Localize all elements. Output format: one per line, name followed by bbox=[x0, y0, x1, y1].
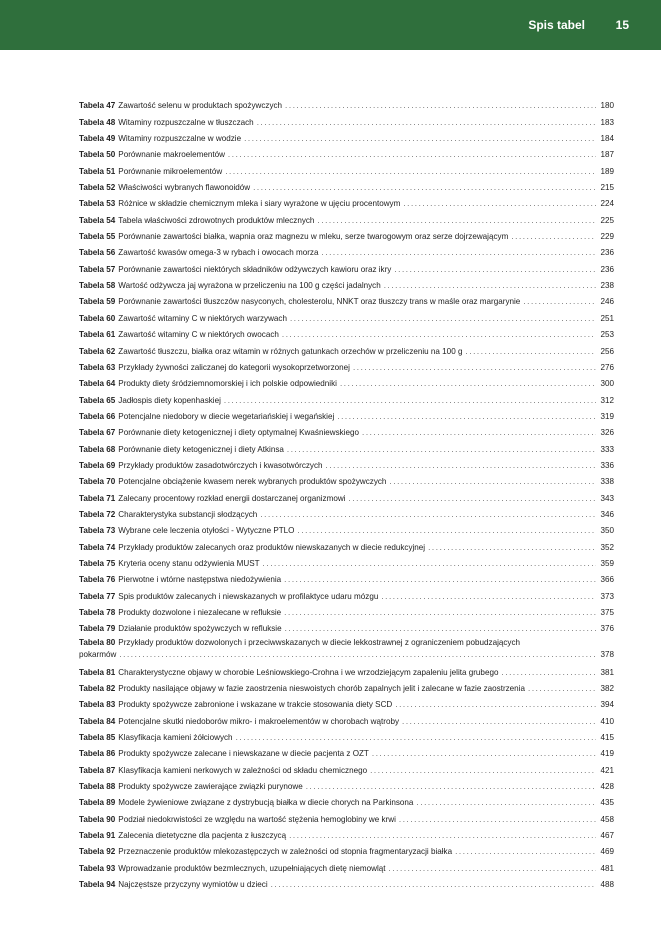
page-number: 435 bbox=[600, 798, 614, 808]
table-title: Produkty diety śródziemnomorskiej i ich polskie odpowiedniki bbox=[118, 379, 337, 389]
table-title: Klasyfikacja kamieni żółciowych bbox=[118, 733, 233, 743]
toc-entry[interactable] bbox=[79, 602, 614, 618]
table-title: Produkty nasilające objawy w fazie zaostrzenia nieswoistych chorób zapalnych jelit i zalecane w fazie zaostrzenia bbox=[118, 684, 525, 694]
table-label: Tabela 80 bbox=[79, 638, 116, 648]
table-label: Tabela 79 bbox=[79, 624, 116, 634]
table-label: Tabela 78 bbox=[79, 608, 116, 617]
page-number: 256 bbox=[600, 346, 614, 356]
table-label: Tabela 67 bbox=[79, 428, 116, 438]
table-label: Tabela 69 bbox=[79, 460, 116, 470]
dot-leader bbox=[271, 880, 596, 890]
table-title: Porównanie zawartości tłuszczów nasyconych, cholesterolu, NNKT oraz tłuszczy trans w maśle oraz margarynie bbox=[118, 297, 521, 307]
page-number: 215 bbox=[600, 183, 614, 193]
dot-leader bbox=[384, 281, 596, 291]
dot-leader bbox=[321, 248, 596, 258]
table-label: Tabela 59 bbox=[79, 297, 116, 307]
table-of-contents-list bbox=[79, 95, 614, 890]
page-number: 410 bbox=[600, 716, 614, 726]
table-label: Tabela 74 bbox=[79, 542, 116, 552]
toc-entry[interactable] bbox=[79, 678, 614, 694]
toc-entry[interactable] bbox=[79, 776, 614, 792]
table-title: Porównanie zawartości białka, wapnia oraz magnezu w mleku, serze twarogowym oraz serze dojrzewającym bbox=[118, 232, 509, 242]
table-title: Klasyfikacja kamieni nerkowych w zależności od składu chemicznego bbox=[118, 765, 368, 775]
page-number: 376 bbox=[600, 624, 614, 634]
table-title: Różnice w składzie chemicznym mleka i siary wyrażone w ujęciu procentowym bbox=[118, 199, 401, 209]
toc-entry[interactable] bbox=[79, 144, 614, 160]
dot-leader bbox=[348, 494, 596, 504]
toc-entry[interactable] bbox=[79, 504, 614, 520]
table-title: Porównanie diety ketogenicznej i diety optymalnej Kwaśniewskiego bbox=[118, 428, 359, 438]
table-label: Tabela 87 bbox=[79, 765, 116, 775]
table-label: Tabela 71 bbox=[79, 493, 116, 503]
table-label: Tabela 73 bbox=[79, 526, 116, 536]
table-label: Tabela 81 bbox=[79, 667, 116, 677]
table-title: Zalecenia dietetyczne dla pacjenta z łuszczycą bbox=[118, 831, 287, 841]
table-label: Tabela 63 bbox=[79, 362, 116, 372]
dot-leader bbox=[297, 526, 596, 536]
table-title: Pierwotne i wtórne następstwa niedożywienia bbox=[118, 575, 282, 585]
page-number: 481 bbox=[600, 863, 614, 873]
dot-leader bbox=[284, 575, 596, 585]
page-number: 236 bbox=[600, 248, 614, 258]
table-label: Tabela 66 bbox=[79, 411, 116, 421]
table-title: Zalecany procentowy rozkład energii dostarczanej organizmowi bbox=[118, 493, 346, 503]
dot-leader bbox=[394, 265, 596, 275]
toc-entry[interactable] bbox=[79, 792, 614, 808]
page-number: 236 bbox=[600, 264, 614, 274]
page-number: 352 bbox=[600, 542, 614, 552]
dot-leader bbox=[455, 847, 596, 857]
table-label: Tabela 68 bbox=[79, 444, 116, 454]
dot-leader bbox=[260, 510, 596, 520]
table-label: Tabela 83 bbox=[79, 700, 116, 710]
page-number: 312 bbox=[600, 395, 614, 405]
table-title: Modele żywieniowe związane z dystrybucją białka w diecie chorych na Parkinsona bbox=[118, 798, 414, 808]
table-title-continued: pokarmów bbox=[79, 650, 117, 660]
page-number: 343 bbox=[600, 493, 614, 503]
dot-leader bbox=[402, 717, 596, 727]
table-title: Wartość odżywcza jaj wyrażona w przeliczeniu na 100 g części jadalnych bbox=[118, 281, 381, 291]
page-number: 467 bbox=[600, 831, 614, 841]
dot-leader bbox=[353, 363, 596, 373]
table-label: Tabela 77 bbox=[79, 591, 116, 601]
dot-leader bbox=[244, 134, 596, 144]
page-number: 336 bbox=[600, 460, 614, 470]
table-label: Tabela 85 bbox=[79, 733, 116, 743]
page-number: 224 bbox=[600, 199, 614, 209]
table-label: Tabela 53 bbox=[79, 199, 116, 209]
toc-entry[interactable] bbox=[79, 743, 614, 759]
table-title: Przykłady produktów dozwolonych i przeciwwskazanych w diecie lekkostrawnej z ograniczeniem pobudzających bbox=[118, 638, 521, 648]
dot-leader bbox=[284, 608, 596, 618]
page-number: 319 bbox=[600, 411, 614, 421]
table-title: Produkty dozwolone i niezalecane w refluksie bbox=[118, 608, 282, 617]
toc-entry[interactable] bbox=[79, 536, 614, 552]
page-number: 229 bbox=[600, 232, 614, 242]
toc-entry[interactable] bbox=[79, 324, 614, 340]
dot-leader bbox=[403, 199, 596, 209]
table-title: Produkty spożywcze zabronione i wskazane w trakcie stosowania diety SCD bbox=[118, 700, 393, 710]
toc-entry[interactable] bbox=[79, 307, 614, 323]
dot-leader bbox=[287, 445, 596, 455]
page-number: 415 bbox=[600, 733, 614, 743]
toc-entry[interactable] bbox=[79, 128, 614, 144]
dot-leader bbox=[306, 782, 596, 792]
dot-leader bbox=[253, 183, 596, 193]
dot-leader bbox=[362, 428, 596, 438]
page-number: 238 bbox=[600, 281, 614, 291]
table-title: Zawartość kwasów omega-3 w rybach i owocach morza bbox=[118, 248, 319, 258]
table-label: Tabela 94 bbox=[79, 880, 116, 890]
page-number: 180 bbox=[600, 101, 614, 111]
toc-entry[interactable] bbox=[79, 373, 614, 389]
table-title: Właściwości wybranych flawonoidów bbox=[118, 183, 251, 193]
dot-leader bbox=[337, 412, 596, 422]
table-label: Tabela 72 bbox=[79, 509, 116, 519]
dot-leader bbox=[257, 118, 596, 128]
toc-entry[interactable] bbox=[79, 471, 614, 487]
table-label: Tabela 82 bbox=[79, 684, 116, 694]
page-number: 428 bbox=[600, 782, 614, 792]
page-number: 346 bbox=[600, 509, 614, 519]
table-label: Tabela 90 bbox=[79, 814, 116, 824]
page-number: 378 bbox=[600, 650, 614, 660]
page-number: 253 bbox=[600, 330, 614, 340]
table-title: Tabela właściwości zdrowotnych produktów mlecznych bbox=[118, 215, 315, 225]
table-title: Potencjalne skutki niedoborów mikro- i makroelementów w chorobach wątroby bbox=[118, 716, 400, 726]
table-title: Przykłady produktów zalecanych oraz produktów niewskazanych w diecie redukcyjnej bbox=[118, 542, 426, 552]
page-number: 183 bbox=[600, 117, 614, 127]
dot-leader bbox=[119, 650, 596, 660]
dot-leader bbox=[389, 477, 596, 487]
page-number: 251 bbox=[600, 313, 614, 323]
page-number: 469 bbox=[600, 847, 614, 857]
toc-entry[interactable] bbox=[79, 242, 614, 258]
dot-leader bbox=[224, 396, 596, 406]
table-label: Tabela 57 bbox=[79, 264, 116, 274]
toc-entry[interactable] bbox=[79, 226, 614, 242]
toc-entry[interactable] bbox=[79, 455, 614, 471]
page-number: 359 bbox=[600, 558, 614, 568]
dot-leader bbox=[501, 668, 596, 678]
page-number: 350 bbox=[600, 526, 614, 536]
table-label: Tabela 55 bbox=[79, 232, 116, 242]
toc-entry[interactable] bbox=[79, 727, 614, 743]
table-title: Przykłady produktów zasadotwórczych i kwasotwórczych bbox=[118, 460, 323, 470]
dot-leader bbox=[372, 749, 596, 759]
page-number: 488 bbox=[600, 880, 614, 890]
toc-entry[interactable] bbox=[79, 585, 614, 601]
header-section-title: Spis tabel bbox=[528, 18, 585, 32]
page-number: 333 bbox=[600, 444, 614, 454]
table-label: Tabela 86 bbox=[79, 749, 116, 759]
table-label: Tabela 70 bbox=[79, 477, 116, 487]
page-number: 375 bbox=[600, 608, 614, 617]
dot-leader bbox=[282, 330, 596, 340]
table-label: Tabela 54 bbox=[79, 215, 116, 225]
page-number: 246 bbox=[600, 297, 614, 307]
table-title: Potencjalne obciążenie kwasem nerek wybranych produktów spożywczych bbox=[118, 477, 387, 487]
page-number: 382 bbox=[600, 684, 614, 694]
page-number: 326 bbox=[600, 428, 614, 438]
dot-leader bbox=[399, 815, 596, 825]
page-number: 187 bbox=[600, 150, 614, 160]
toc-entry[interactable] bbox=[79, 438, 614, 454]
table-label: Tabela 49 bbox=[79, 134, 116, 144]
table-title: Podział niedokrwistości ze względu na wartość stężenia hemoglobiny we krwi bbox=[118, 814, 396, 824]
toc-entry[interactable] bbox=[79, 275, 614, 291]
dot-leader bbox=[289, 831, 596, 841]
page-number: 373 bbox=[600, 591, 614, 601]
table-label: Tabela 61 bbox=[79, 330, 116, 340]
toc-entry[interactable] bbox=[79, 520, 614, 536]
page-number: 458 bbox=[600, 814, 614, 824]
toc-entry[interactable] bbox=[79, 808, 614, 824]
page-number: 300 bbox=[600, 379, 614, 389]
table-title: Zawartość selenu w produktach spożywczych bbox=[118, 101, 283, 111]
dot-leader bbox=[317, 216, 596, 226]
page-number: 366 bbox=[600, 575, 614, 585]
table-label: Tabela 75 bbox=[79, 558, 116, 568]
table-label: Tabela 52 bbox=[79, 183, 116, 193]
page-number: 421 bbox=[600, 765, 614, 775]
dot-leader bbox=[389, 864, 596, 874]
dot-leader bbox=[285, 624, 596, 634]
dot-leader bbox=[465, 347, 596, 357]
toc-entry[interactable] bbox=[79, 825, 614, 841]
table-label: Tabela 91 bbox=[79, 831, 116, 841]
dot-leader bbox=[285, 101, 596, 111]
table-title: Produkty spożywcze zalecane i niewskazane w diecie pacjenta z OZT bbox=[118, 749, 369, 759]
page-number: 225 bbox=[600, 215, 614, 225]
table-label: Tabela 93 bbox=[79, 863, 116, 873]
page-header bbox=[0, 0, 661, 50]
toc-entry[interactable] bbox=[79, 258, 614, 274]
dot-leader bbox=[523, 297, 596, 307]
dot-leader bbox=[395, 700, 596, 710]
table-title: Przykłady żywności zaliczanej do kategorii wysokoprzetworzonej bbox=[118, 362, 350, 372]
table-title: Porównanie zawartości niektórych składników odżywczych kawioru oraz ikry bbox=[118, 264, 392, 274]
dot-leader bbox=[326, 461, 596, 471]
page-number: 381 bbox=[600, 667, 614, 677]
dot-leader bbox=[528, 684, 596, 694]
toc-entry[interactable] bbox=[79, 160, 614, 176]
dot-leader bbox=[416, 798, 596, 808]
table-title: Zawartość tłuszczu, białka oraz witamin w różnych gatunkach orzechów w przeliczeniu na 100 g bbox=[118, 346, 463, 356]
table-label: Tabela 48 bbox=[79, 117, 116, 127]
table-title: Porównanie makroelementów bbox=[118, 150, 225, 160]
toc-entry[interactable] bbox=[79, 487, 614, 503]
table-title: Zawartość witaminy C w niektórych owocach bbox=[118, 330, 279, 340]
page-number: 394 bbox=[600, 700, 614, 710]
dot-leader bbox=[511, 232, 596, 242]
table-title: Porównanie mikroelementów bbox=[118, 166, 223, 176]
table-label: Tabela 51 bbox=[79, 166, 116, 176]
toc-entry[interactable] bbox=[79, 406, 614, 422]
toc-entry[interactable] bbox=[79, 340, 614, 356]
toc-entry[interactable] bbox=[79, 857, 614, 873]
table-title: Witaminy rozpuszczalne w wodzie bbox=[118, 134, 242, 144]
toc-entry[interactable] bbox=[79, 95, 614, 111]
table-label: Tabela 50 bbox=[79, 150, 116, 160]
page-number: 276 bbox=[600, 362, 614, 372]
table-title: Porównanie diety ketogenicznej i diety Atkinsa bbox=[118, 444, 284, 454]
toc-entry[interactable] bbox=[79, 569, 614, 585]
toc-entry[interactable] bbox=[79, 661, 614, 677]
table-title: Wprowadzanie produktów bezmlecznych, uzupełniających dietę niemowląt bbox=[118, 863, 386, 873]
table-label: Tabela 88 bbox=[79, 782, 116, 792]
table-label: Tabela 65 bbox=[79, 395, 116, 405]
table-title: Potencjalne niedobory w diecie wegetariańskiej i wegańskiej bbox=[118, 411, 335, 421]
table-title: Przeznaczenie produktów mlekozastępczych w zależności od stopnia fragmentaryzacji białka bbox=[118, 847, 453, 857]
table-title: Witaminy rozpuszczalne w tłuszczach bbox=[118, 117, 254, 127]
dot-leader bbox=[236, 733, 596, 743]
table-title: Zawartość witaminy C w niektórych warzywach bbox=[118, 313, 287, 323]
table-label: Tabela 60 bbox=[79, 313, 116, 323]
page-number: 338 bbox=[600, 477, 614, 487]
toc-entry[interactable] bbox=[79, 177, 614, 193]
toc-entry[interactable] bbox=[79, 357, 614, 373]
table-title: Kryteria oceny stanu odżywienia MUST bbox=[118, 558, 260, 568]
table-title: Charakterystyka substancji słodzących bbox=[118, 509, 258, 519]
table-label: Tabela 56 bbox=[79, 248, 116, 258]
table-label: Tabela 84 bbox=[79, 716, 116, 726]
page-number: 419 bbox=[600, 749, 614, 759]
toc-entry[interactable] bbox=[79, 710, 614, 726]
toc-entry[interactable] bbox=[79, 291, 614, 307]
table-label: Tabela 76 bbox=[79, 575, 116, 585]
table-title: Jadłospis diety kopenhaskiej bbox=[118, 395, 221, 405]
table-label: Tabela 64 bbox=[79, 379, 116, 389]
toc-entry[interactable] bbox=[79, 111, 614, 127]
table-title: Działanie produktów spożywczych w refluksie bbox=[118, 624, 282, 634]
table-label: Tabela 92 bbox=[79, 847, 116, 857]
dot-leader bbox=[381, 592, 596, 602]
toc-entry[interactable] bbox=[79, 694, 614, 710]
table-title: Spis produktów zalecanych i niewskazanych w profilaktyce udaru mózgu bbox=[118, 591, 379, 601]
dot-leader bbox=[263, 559, 596, 569]
header-page-number: 15 bbox=[615, 18, 629, 32]
dot-leader bbox=[370, 766, 596, 776]
table-label: Tabela 62 bbox=[79, 346, 116, 356]
table-label: Tabela 89 bbox=[79, 798, 116, 808]
table-label: Tabela 47 bbox=[79, 101, 116, 111]
dot-leader bbox=[428, 543, 596, 553]
page-number: 184 bbox=[600, 134, 614, 144]
toc-entry[interactable] bbox=[79, 193, 614, 209]
toc-entry[interactable] bbox=[79, 759, 614, 775]
toc-entry[interactable] bbox=[79, 209, 614, 225]
table-title: Najczęstsze przyczyny wymiotów u dzieci bbox=[118, 880, 268, 890]
dot-leader bbox=[228, 150, 596, 160]
dot-leader bbox=[225, 167, 596, 177]
table-title: Produkty spożywcze zawierające związki purynowe bbox=[118, 782, 303, 792]
toc-entry[interactable] bbox=[79, 389, 614, 405]
toc-entry[interactable] bbox=[79, 422, 614, 438]
dot-leader bbox=[290, 314, 596, 324]
table-title: Charakterystyczne objawy w chorobie Leśniowskiego-Crohna i we wrzodziejącym zapaleniu jelita grubego bbox=[118, 667, 499, 677]
toc-entry[interactable] bbox=[79, 618, 614, 634]
toc-entry[interactable] bbox=[79, 874, 614, 890]
page-number: 189 bbox=[600, 166, 614, 176]
table-label: Tabela 58 bbox=[79, 281, 116, 291]
dot-leader bbox=[340, 379, 596, 389]
toc-entry[interactable] bbox=[79, 553, 614, 569]
toc-entry[interactable] bbox=[79, 634, 614, 661]
toc-entry[interactable] bbox=[79, 841, 614, 857]
table-title: Wybrane cele leczenia otyłości - Wytyczne PTLO bbox=[118, 526, 295, 536]
